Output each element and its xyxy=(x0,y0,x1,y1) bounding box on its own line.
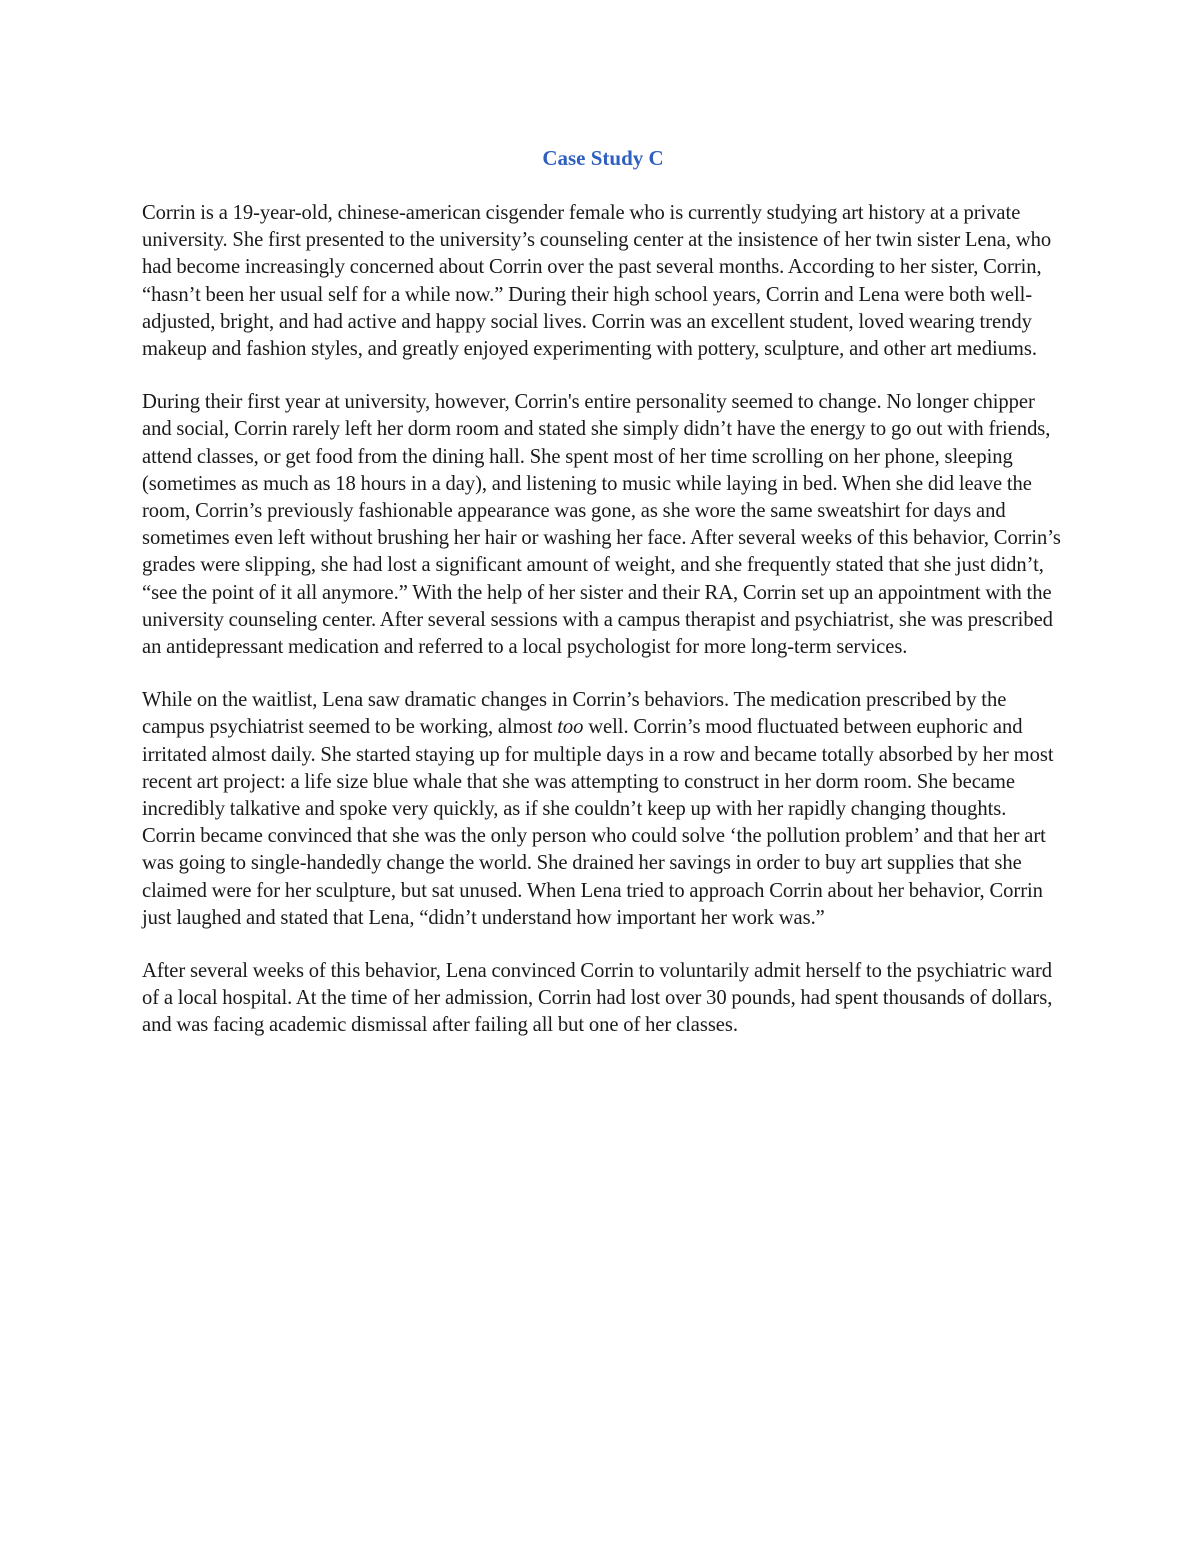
paragraph-3-emphasis: too xyxy=(557,716,584,739)
document-body xyxy=(142,140,1064,1066)
paragraph-4: After several weeks of this behavior, Lena convinced Corrin to voluntarily admit herself to the psychiatric ward of a local hospital. At the time of her admission, Corrin had lost over 30 pounds, had spent thousands of dollars, and was facing academic dismissal after failing all but one of her classes. xyxy=(142,960,1053,1037)
paragraph-3-text-start: While on the waitlist, Lena saw dramatic changes in Corrin’s behaviors. The medication prescribed by the campus psychiatrist seemed to be working, almost xyxy=(142,689,1007,739)
paragraph-3-text-end: well. Corrin’s mood fluctuated between euphoric and irritated almost daily. She started staying up for multiple days in a row and became totally absorbed by her most recent art project: a life size blue whale that she was attempting to construct in her dorm room. She became incredibly talkative and spoke very quickly, as if she couldn’t keep up with her rapidly changing thoughts. Corrin became convinced that she was the only person who could solve ‘the pollution problem’ and that her art was going to single-handedly change the world. She drained her savings in order to buy art supplies that she claimed were for her sculpture, but sat unused. When Lena tried to approach Corrin about her behavior, Corrin just laughed and stated that Lena, “didn’t understand how important her work was.” xyxy=(142,716,1054,929)
paragraph-3 xyxy=(142,687,1064,932)
paragraph-2: During their first year at university, however, Corrin's entire personality seemed to change. No longer chipper and social, Corrin rarely left her dorm room and stated she simply didn’t have the energy to go out with friends, attend classes, or get food from the dining hall. She spent most of her time scrolling on her phone, sleeping (sometimes as much as 18 hours in a day), and listening to music while laying in bed. When she did leave the room, Corrin’s previously fashionable appearance was gone, as she wore the same sweatshirt for days and sometimes even left without brushing her hair or washing her face. After several weeks of this behavior, Corrin’s grades were slipping, she had lost a significant amount of weight, and she frequently stated that she just didn’t, “see the point of it all anymore.” With the help of her sister and their RA, Corrin set up an appointment with the university counseling center. After several sessions with a campus therapist and psychiatrist, she was prescribed an antidepressant medication and referred to a local psychologist for more long-term services. xyxy=(142,391,1061,659)
document-title: Case Study C xyxy=(542,146,664,170)
paragraph-1: Corrin is a 19-year-old, chinese-american cisgender female who is currently studying art history at a private university. She first presented to the university’s counseling center at the insistence of her twin sister Lena, who had become increasingly concerned about Corrin over the past several months. According to her sister, Corrin, “hasn’t been her usual self for a while now.” During their high school years, Corrin and Lena were both well-adjusted, bright, and had active and happy social lives. Corrin was an excellent student, loved wearing trendy makeup and fashion styles, and greatly enjoyed experimenting with pottery, sculpture, and other art mediums. xyxy=(142,202,1052,361)
